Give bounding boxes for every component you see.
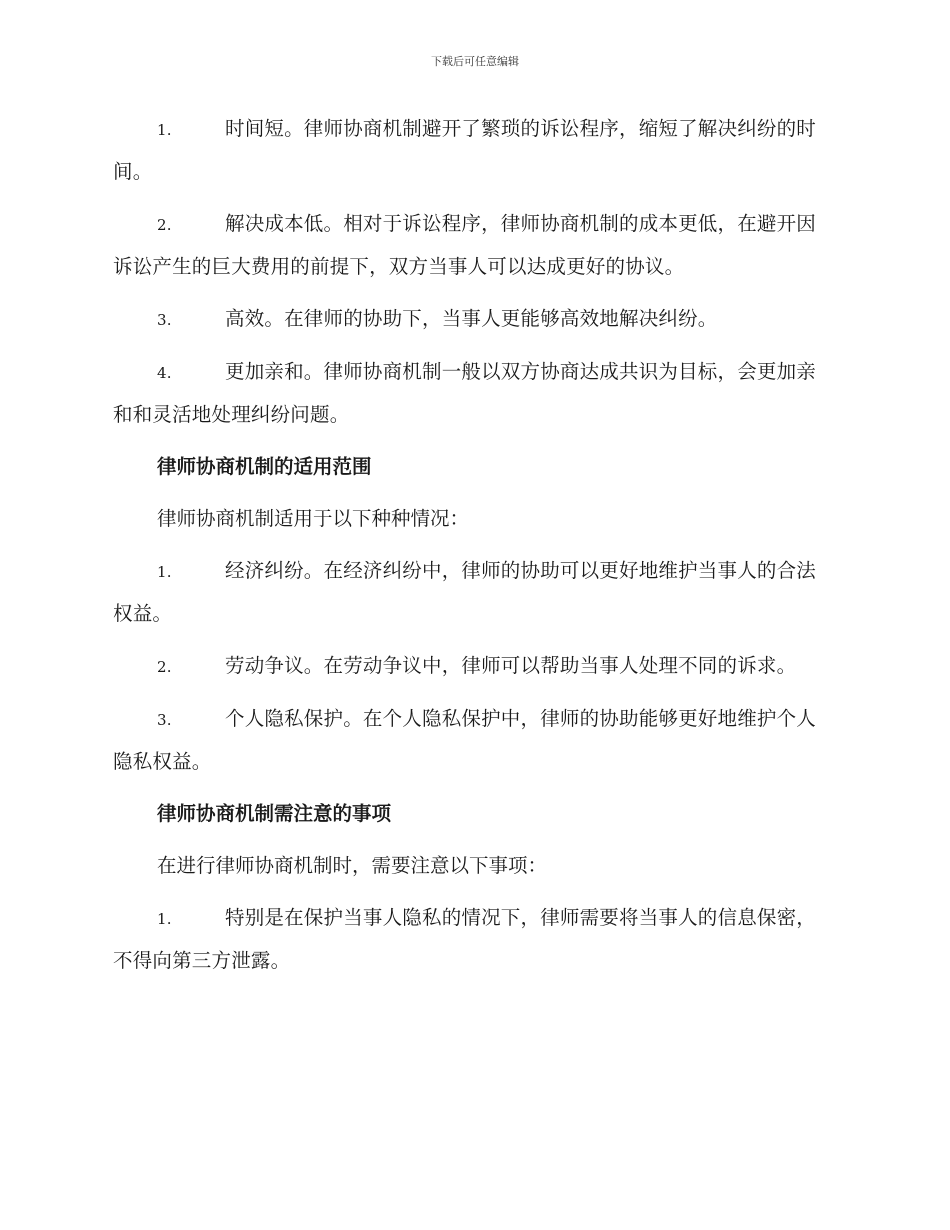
list-number: 1.	[157, 910, 172, 928]
list-text: 高效。在律师的协助下，当事人更能够高效地解决纠纷。	[225, 307, 718, 330]
list-number: 4.	[157, 364, 172, 382]
section-heading-notes: 律师协商机制需注意的事项	[157, 802, 392, 825]
list-number: 1.	[157, 121, 172, 139]
section-intro-scope: 律师协商机制适用于以下种种情况：	[157, 507, 470, 530]
list-item	[113, 698, 833, 783]
list-item	[113, 203, 833, 288]
list-number: 3.	[157, 311, 172, 329]
list-text: 解决成本低。相对于诉讼程序，律师协商机制的成本更低，在避开因诉讼产生的巨大费用的前提下，双方当事人可以达成更好的协议。	[113, 212, 817, 278]
list-item	[113, 298, 833, 341]
list-number: 2.	[157, 658, 172, 676]
page-header: 下载后可任意编辑	[431, 55, 519, 68]
list-text: 经济纠纷。在经济纠纷中，律师的协助可以更好地维护当事人的合法权益。	[113, 559, 817, 625]
list-item	[113, 550, 833, 635]
list-text: 更加亲和。律师协商机制一般以双方协商达成共识为目标，会更加亲和和灵活地处理纠纷问题。	[113, 360, 817, 426]
list-item	[113, 645, 833, 688]
list-text: 劳动争议。在劳动争议中，律师可以帮助当事人处理不同的诉求。	[225, 654, 797, 677]
list-item	[113, 897, 833, 982]
list-text: 特别是在保护当事人隐私的情况下，律师需要将当事人的信息保密，不得向第三方泄露。	[113, 906, 817, 972]
list-item	[113, 351, 833, 436]
document-body	[113, 108, 833, 992]
section-intro-notes: 在进行律师协商机制时，需要注意以下事项：	[157, 854, 548, 877]
list-text: 时间短。律师协商机制避开了繁琐的诉讼程序，缩短了解决纠纷的时间。	[113, 117, 817, 183]
list-number: 2.	[157, 216, 172, 234]
list-number: 1.	[157, 563, 172, 581]
section-heading-scope: 律师协商机制的适用范围	[157, 455, 372, 478]
list-text: 个人隐私保护。在个人隐私保护中，律师的协助能够更好地维护个人隐私权益。	[113, 707, 817, 773]
list-number: 3.	[157, 711, 172, 729]
list-item	[113, 108, 833, 193]
